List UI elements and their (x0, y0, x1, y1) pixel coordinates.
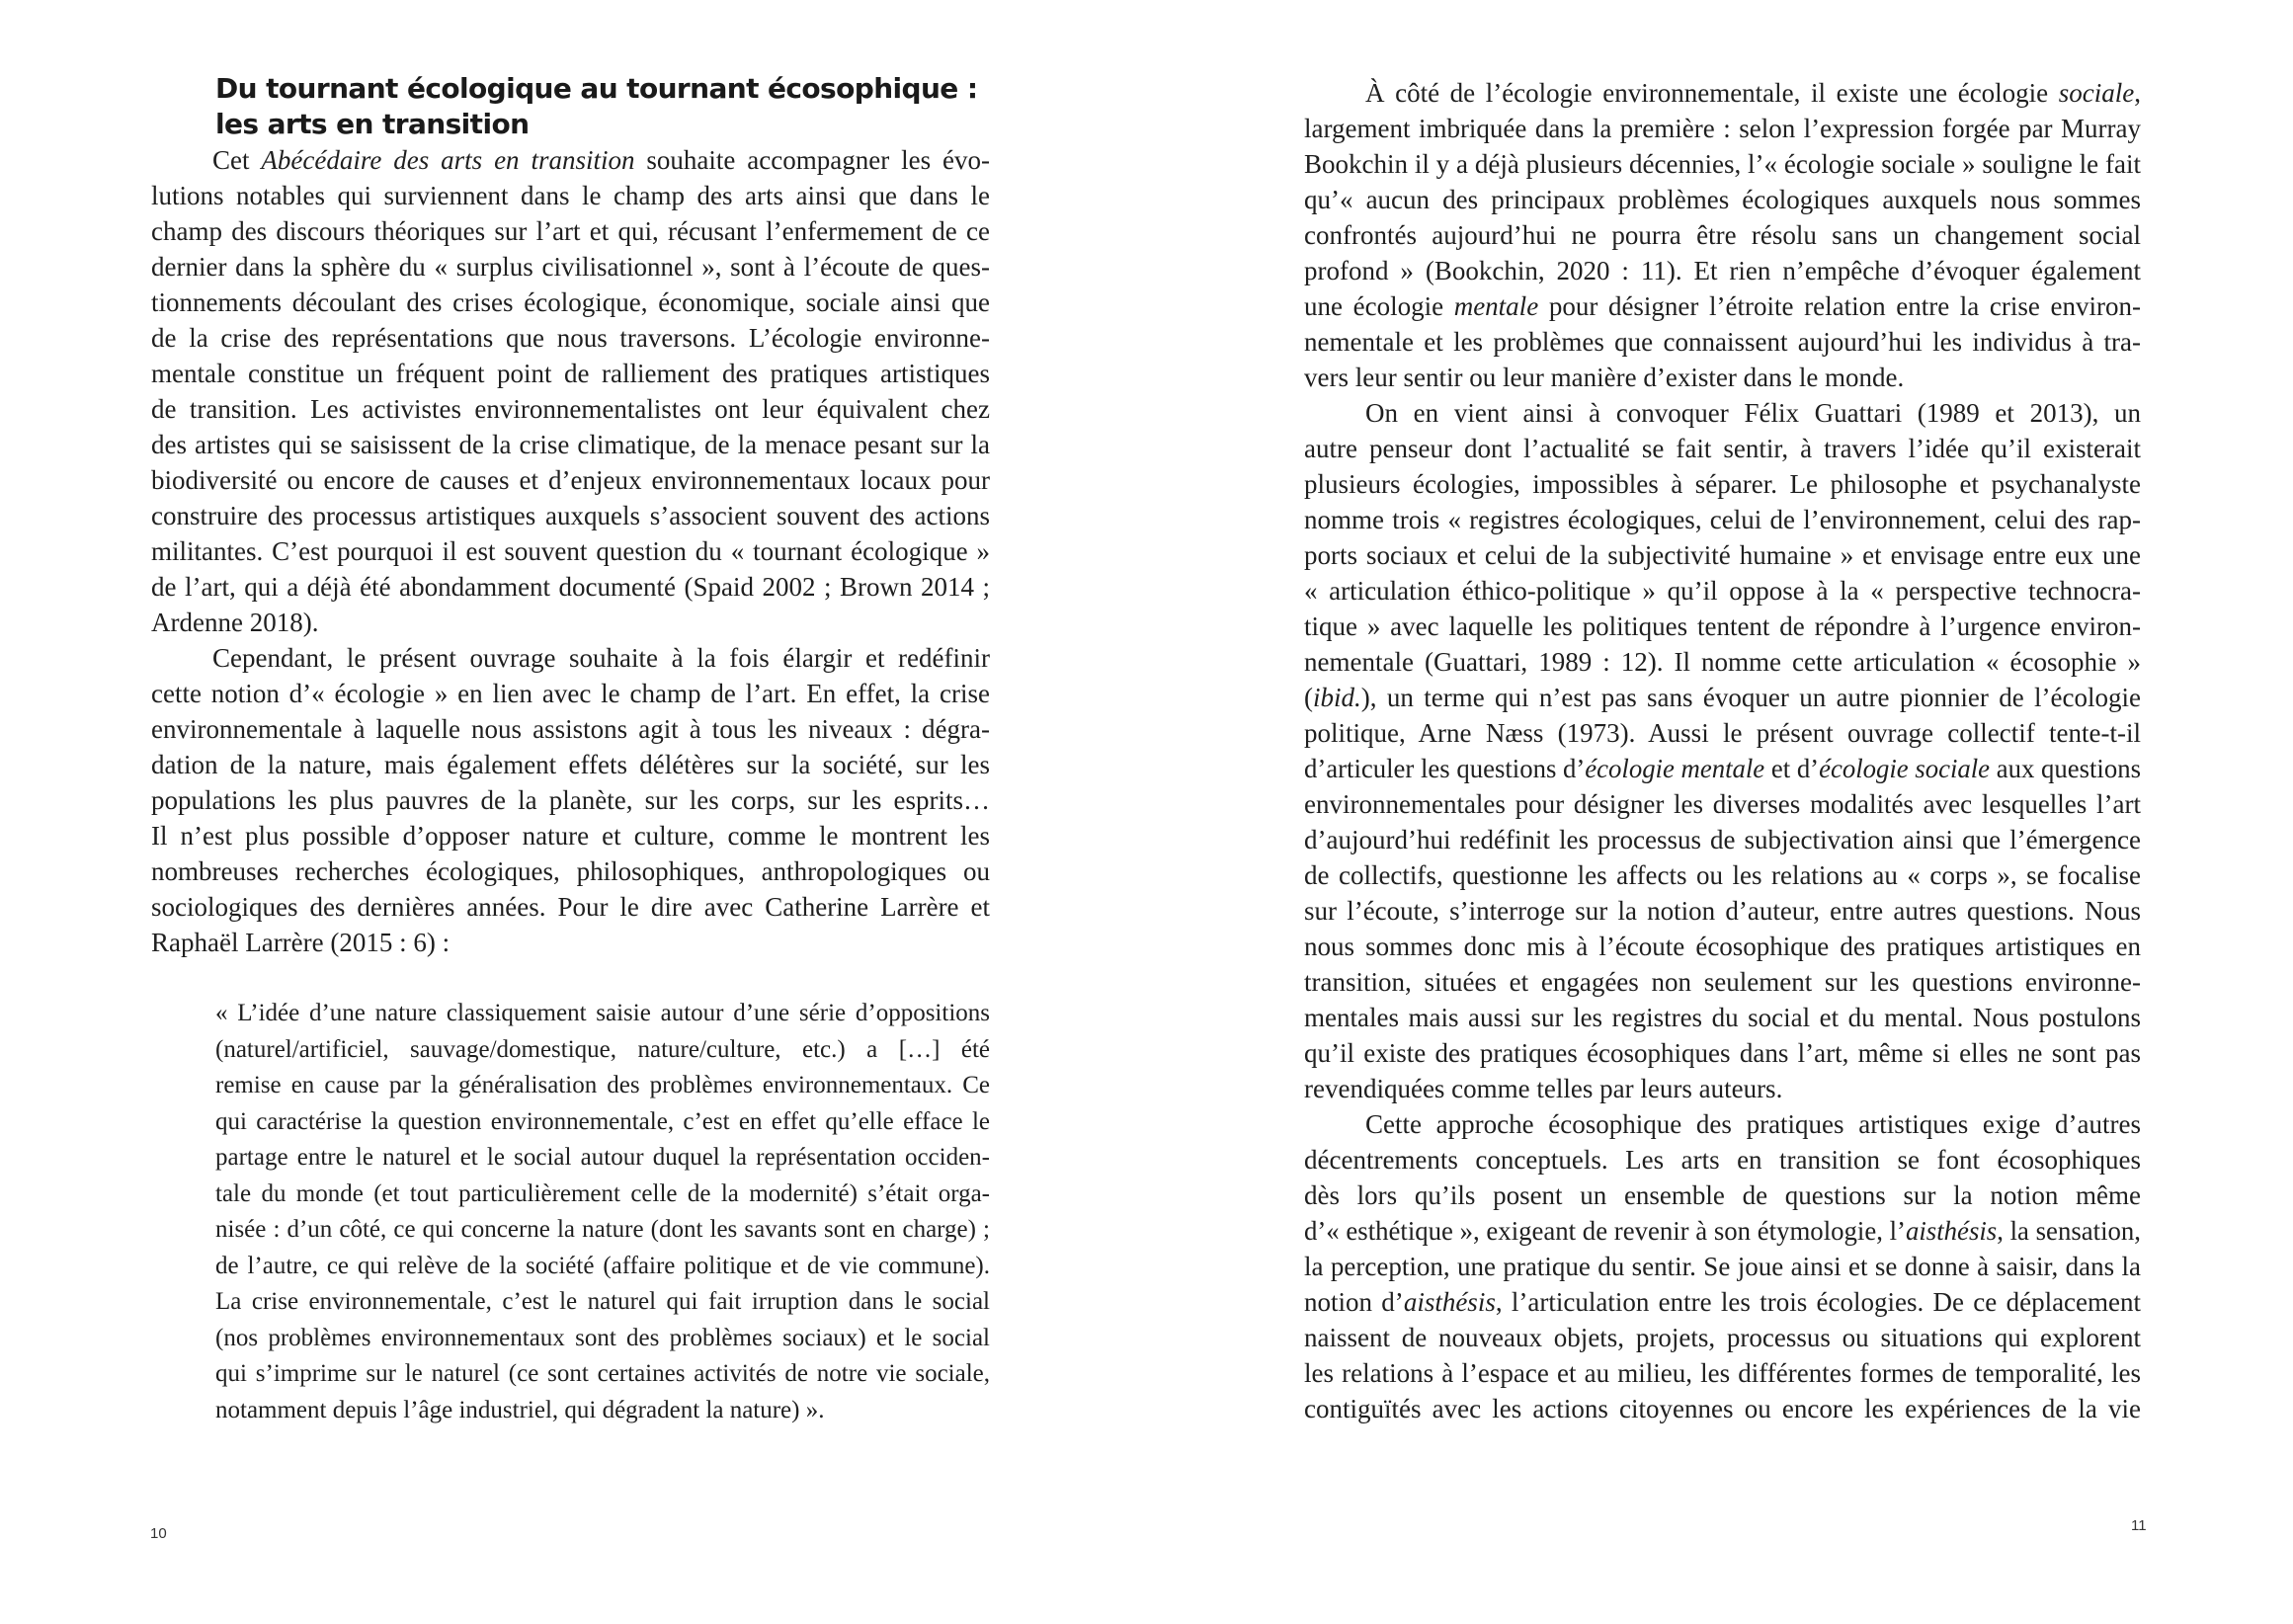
text-line (1304, 786, 2141, 822)
text-run: remise en cause par la généralisation des problèmes environnementaux. Ce (215, 1072, 990, 1098)
text-run: qui s’imprime sur le naturel (ce sont certaines activités de notre vie sociale, (215, 1360, 990, 1387)
text-line (215, 1140, 990, 1177)
text-run: cette notion d’« écologie » en lien avec le champ de l’art. En effet, la crise (151, 679, 990, 708)
text-line (1304, 502, 2141, 537)
text-line (1304, 1249, 2141, 1284)
text-line (1304, 751, 2141, 786)
text-line (1304, 360, 2141, 395)
text-line (151, 853, 990, 889)
text-line (151, 676, 990, 711)
text-run: une écologie (1304, 291, 1454, 321)
text-line (1304, 288, 2141, 324)
heading-line: les arts en transition (215, 108, 530, 140)
text-line (1304, 1106, 2141, 1142)
text-run: qu’« aucun des principaux problèmes écologiques auxquels nous sommes (1304, 185, 2141, 214)
italic-text: aisthésis (1905, 1216, 1998, 1246)
text-run: autre penseur dont l’actualité se fait sentir, à travers l’idée qu’il existerait (1304, 434, 2141, 463)
text-line (1304, 395, 2141, 431)
italic-text: sociale (2058, 78, 2135, 108)
text-line (1304, 680, 2141, 715)
italic-text: Abécédaire des arts en transition (261, 145, 635, 175)
block-quote (215, 996, 990, 1428)
text-run: de collectifs, questionne les affects ou les relations au « corps », se focalise (1304, 860, 2141, 890)
page-number: 10 (150, 1525, 167, 1542)
text-run: biodiversité ou encore de causes et d’enjeux environnementaux locaux pour (151, 465, 990, 495)
text-line (151, 178, 990, 213)
text-run: profond » (Bookchin, 2020 : 11). Et rien n’empêche d’évoquer également (1304, 256, 2141, 285)
text-line (1304, 1213, 2141, 1249)
text-run: , (2134, 78, 2141, 108)
right-column (1304, 75, 2141, 1426)
text-line (1304, 466, 2141, 502)
text-run: largement imbriquée dans la première : selon l’expression forgée par Murray (1304, 114, 2141, 143)
text-run: ports sociaux et celui de la subjectivité humaine » et envisage entre eux une (1304, 540, 2141, 570)
text-run: qui caractérise la question environnementale, c’est en effet qu’elle efface le (215, 1107, 990, 1135)
text-line (1304, 644, 2141, 680)
right-page (1146, 0, 2293, 1624)
paragraph (1304, 395, 2141, 1106)
text-line (151, 605, 990, 640)
text-line (151, 249, 990, 284)
text-run: nementale et les problèmes que connaissent aujourd’hui les individus à tra- (1304, 327, 2141, 357)
text-line (1304, 1391, 2141, 1426)
text-run: On en vient ainsi à convoquer Félix Guattari (1989 et 2013), un (1365, 398, 2141, 428)
text-run: construire des processus artistiques auxquels s’associent souvent des actions (151, 501, 990, 530)
text-run: nous sommes donc mis à l’écoute écosophique des pratiques artistiques en (1304, 932, 2141, 961)
text-line (215, 1068, 990, 1104)
text-line (1304, 1177, 2141, 1213)
text-line (151, 818, 990, 853)
text-line (1304, 1320, 2141, 1355)
text-run: populations les plus pauvres de la planète, sur les corps, sur les esprits… (151, 785, 990, 815)
text-run: Il n’est plus possible d’opposer nature et culture, comme le montrent les (151, 821, 990, 851)
text-run: Cet (212, 145, 262, 175)
text-line (215, 1032, 990, 1069)
text-line (151, 427, 990, 462)
text-run: « articulation éthico-politique » qu’il oppose à la « perspective technocra- (1304, 576, 2141, 606)
text-line (151, 533, 990, 569)
text-run: lutions notables qui surviennent dans le champ des arts ainsi que dans le (151, 181, 990, 210)
text-line (1304, 253, 2141, 288)
text-line (1304, 857, 2141, 893)
text-line (1304, 146, 2141, 182)
italic-text: écologie sociale (1819, 754, 1991, 783)
italic-text: aisthésis (1403, 1287, 1496, 1317)
text-line (215, 996, 990, 1032)
text-line (151, 213, 990, 249)
left-column (151, 71, 990, 1428)
text-run: vers leur sentir ou leur manière d’exister dans le monde. (1304, 363, 1905, 392)
text-run: dès lors qu’ils posent un ensemble de questions sur la notion même (1304, 1180, 2141, 1210)
text-line (151, 142, 990, 178)
right-body-text (1304, 75, 2141, 1426)
text-run: nementale (Guattari, 1989 : 12). Il nomme cette articulation « écosophie » (1304, 647, 2141, 677)
text-run: d’articuler les questions d’ (1304, 754, 1586, 783)
text-run: sur l’écoute, s’interroge sur la notion d’auteur, entre autres questions. Nous (1304, 896, 2141, 926)
left-page (0, 0, 1146, 1624)
text-line (151, 284, 990, 320)
text-run: la perception, une pratique du sentir. Se joue ainsi et se donne à saisir, dans la (1304, 1252, 2141, 1281)
page-number: 11 (2131, 1517, 2147, 1534)
text-run: Cependant, le présent ouvrage souhaite à la fois élargir et redéfinir (212, 643, 990, 673)
text-run: tique » avec laquelle les politiques tentent de répondre à l’urgence environ- (1304, 611, 2141, 641)
text-run: de l’art, qui a déjà été abondamment documenté (Spaid 2002 ; Brown 2014 ; (151, 572, 990, 602)
paragraph (1304, 1106, 2141, 1426)
text-line (1304, 893, 2141, 929)
text-run: (naturel/artificiel, sauvage/domestique, nature/culture, etc.) a […] été (215, 1035, 990, 1063)
text-run: des artistes qui se saisissent de la crise climatique, de la menace pesant sur la (151, 430, 990, 459)
text-line (1304, 182, 2141, 217)
text-run: politique, Arne Næss (1973). Aussi le présent ouvrage collectif tente-t-il (1304, 718, 2141, 748)
text-line (1304, 217, 2141, 253)
text-run: nisée : d’un côté, ce qui concerne la nature (dont les savants sont en charge) ; (215, 1216, 990, 1243)
text-line (151, 711, 990, 747)
text-line (215, 1321, 990, 1357)
text-line (1304, 1000, 2141, 1035)
text-line (215, 1212, 990, 1249)
text-run: décentrements conceptuels. Les arts en transition se font écosophiques (1304, 1145, 2141, 1175)
text-run: environnementale à laquelle nous assistons agit à tous les niveaux : dégra- (151, 714, 990, 744)
text-run: dernier dans la sphère du « surplus civilisationnel », sont à l’écoute de ques- (151, 252, 990, 282)
text-line (151, 925, 990, 960)
text-run: dation de la nature, mais également effets délétères sur la société, sur les (151, 750, 990, 779)
text-run: ), un terme qui n’est pas sans évoquer un autre pionnier de l’écologie (1360, 683, 2141, 712)
text-run: qu’il existe des pratiques écosophiques dans l’art, même si elles ne sont pas (1304, 1038, 2141, 1068)
text-run: mentale constitue un fréquent point de ralliement des pratiques artistiques (151, 359, 990, 388)
section-heading (151, 71, 990, 142)
text-line (1304, 1355, 2141, 1391)
text-run: À côté de l’écologie environnementale, il existe une écologie (1365, 78, 2059, 108)
text-run: Raphaël Larrère (2015 : 6) : (151, 928, 450, 957)
text-line (1304, 111, 2141, 146)
text-run: contiguïtés avec les actions citoyennes ou encore les expériences de la vie (1304, 1394, 2141, 1423)
paragraph (151, 640, 990, 960)
italic-text: ibid. (1313, 683, 1361, 712)
text-line (151, 782, 990, 818)
text-run: de transition. Les activistes environnementalistes ont leur équivalent chez (151, 394, 990, 424)
text-run: Ardenne 2018). (151, 608, 319, 637)
paragraph (1304, 75, 2141, 395)
heading-line: Du tournant écologique au tournant écosophique : (215, 72, 978, 105)
text-run: mentales mais aussi sur les registres du social et du mental. Nous postulons (1304, 1003, 2141, 1032)
text-line (151, 462, 990, 498)
text-line (1304, 75, 2141, 111)
text-line (151, 889, 990, 925)
text-run: pour désigner l’étroite relation entre la crise environ- (1538, 291, 2141, 321)
paragraph (151, 142, 990, 640)
text-run: champ des discours théoriques sur l’art et qui, récusant l’enfermement de ce (151, 216, 990, 246)
text-run: notion d’ (1304, 1287, 1404, 1317)
text-line (215, 1284, 990, 1321)
italic-text: mentale (1453, 291, 1539, 321)
text-line (1304, 822, 2141, 857)
text-line (215, 1249, 990, 1285)
text-line (215, 1393, 990, 1429)
text-run: , la sensation, (1997, 1216, 2141, 1246)
text-line (1304, 715, 2141, 751)
left-body-text (151, 142, 990, 960)
text-line (1304, 1071, 2141, 1106)
text-line (1304, 573, 2141, 609)
text-line (1304, 324, 2141, 360)
text-line (1304, 609, 2141, 644)
text-run: Bookchin il y a déjà plusieurs décennies, l’« écologie sociale » souligne le fait (1304, 149, 2141, 179)
text-run: nomme trois « registres écologiques, celui de l’environnement, celui des rap- (1304, 505, 2141, 534)
text-run: Cette approche écosophique des pratiques artistiques exige d’autres (1365, 1109, 2141, 1139)
text-run: naissent de nouveaux objets, projets, processus ou situations qui explorent (1304, 1323, 2141, 1352)
text-run: de la crise des représentations que nous traversons. L’écologie environne- (151, 323, 990, 353)
text-run: tionnements découlant des crises écologique, économique, sociale ainsi que (151, 287, 990, 317)
text-line (151, 356, 990, 391)
text-line (1304, 1035, 2141, 1071)
text-run: souhaite accompagner les évo- (634, 145, 990, 175)
text-line (1304, 431, 2141, 466)
text-line (1304, 964, 2141, 1000)
text-line (215, 1104, 990, 1141)
text-run: aux questions (1990, 754, 2141, 783)
text-run: nombreuses recherches écologiques, philosophiques, anthropologiques ou (151, 856, 990, 886)
text-run: sociologiques des dernières années. Pour le dire avec Catherine Larrère et (151, 892, 990, 922)
text-line (151, 498, 990, 533)
text-line (151, 640, 990, 676)
italic-text: écologie mentale (1585, 754, 1765, 783)
text-run: « L’idée d’une nature classiquement saisie autour d’une série d’oppositions (215, 1000, 990, 1026)
text-run: partage entre le naturel et le social autour duquel la représentation occiden- (215, 1144, 990, 1171)
text-run: militantes. C’est pourquoi il est souvent question du « tournant écologique » (151, 536, 990, 566)
text-run: plusieurs écologies, impossibles à séparer. Le philosophe et psychanalyste (1304, 469, 2141, 499)
text-run: revendiquées comme telles par leurs auteurs. (1304, 1074, 1783, 1103)
text-run: d’« esthétique », exigeant de revenir à son étymologie, l’ (1304, 1216, 1906, 1246)
text-run: confrontés aujourd’hui ne pourra être résolu sans un changement social (1304, 220, 2141, 250)
text-line (1304, 1142, 2141, 1177)
text-line (151, 391, 990, 427)
text-line (151, 569, 990, 605)
text-run: les relations à l’espace et au milieu, les différentes formes de temporalité, les (1304, 1358, 2141, 1388)
text-run: et d’ (1764, 754, 1820, 783)
text-line (151, 747, 990, 782)
text-line (215, 1356, 990, 1393)
text-run: , l’articulation entre les trois écologies. De ce déplacement (1495, 1287, 2142, 1317)
text-run: tale du monde (et tout particulièrement celle de la modernité) s’était orga- (215, 1179, 990, 1207)
text-line (151, 320, 990, 356)
text-run: ( (1304, 683, 1313, 712)
text-line (1304, 929, 2141, 964)
text-run: La crise environnementale, c’est le naturel qui fait irruption dans le social (215, 1288, 990, 1315)
text-run: environnementales pour désigner les diverses modalités avec lesquelles l’art (1304, 789, 2141, 819)
text-run: d’aujourd’hui redéfinit les processus de subjectivation ainsi que l’émergence (1304, 825, 2141, 854)
text-run: notamment depuis l’âge industriel, qui dégradent la nature) ». (215, 1396, 825, 1423)
text-run: transition, situées et engagées non seulement sur les questions environne- (1304, 967, 2141, 997)
text-run: de l’autre, ce qui relève de la société (affaire politique et de vie commune). (215, 1252, 990, 1279)
text-line (1304, 1284, 2141, 1320)
text-run: (nos problèmes environnementaux sont des problèmes sociaux) et le social (215, 1324, 990, 1351)
text-line (1304, 537, 2141, 573)
text-line (215, 1177, 990, 1213)
